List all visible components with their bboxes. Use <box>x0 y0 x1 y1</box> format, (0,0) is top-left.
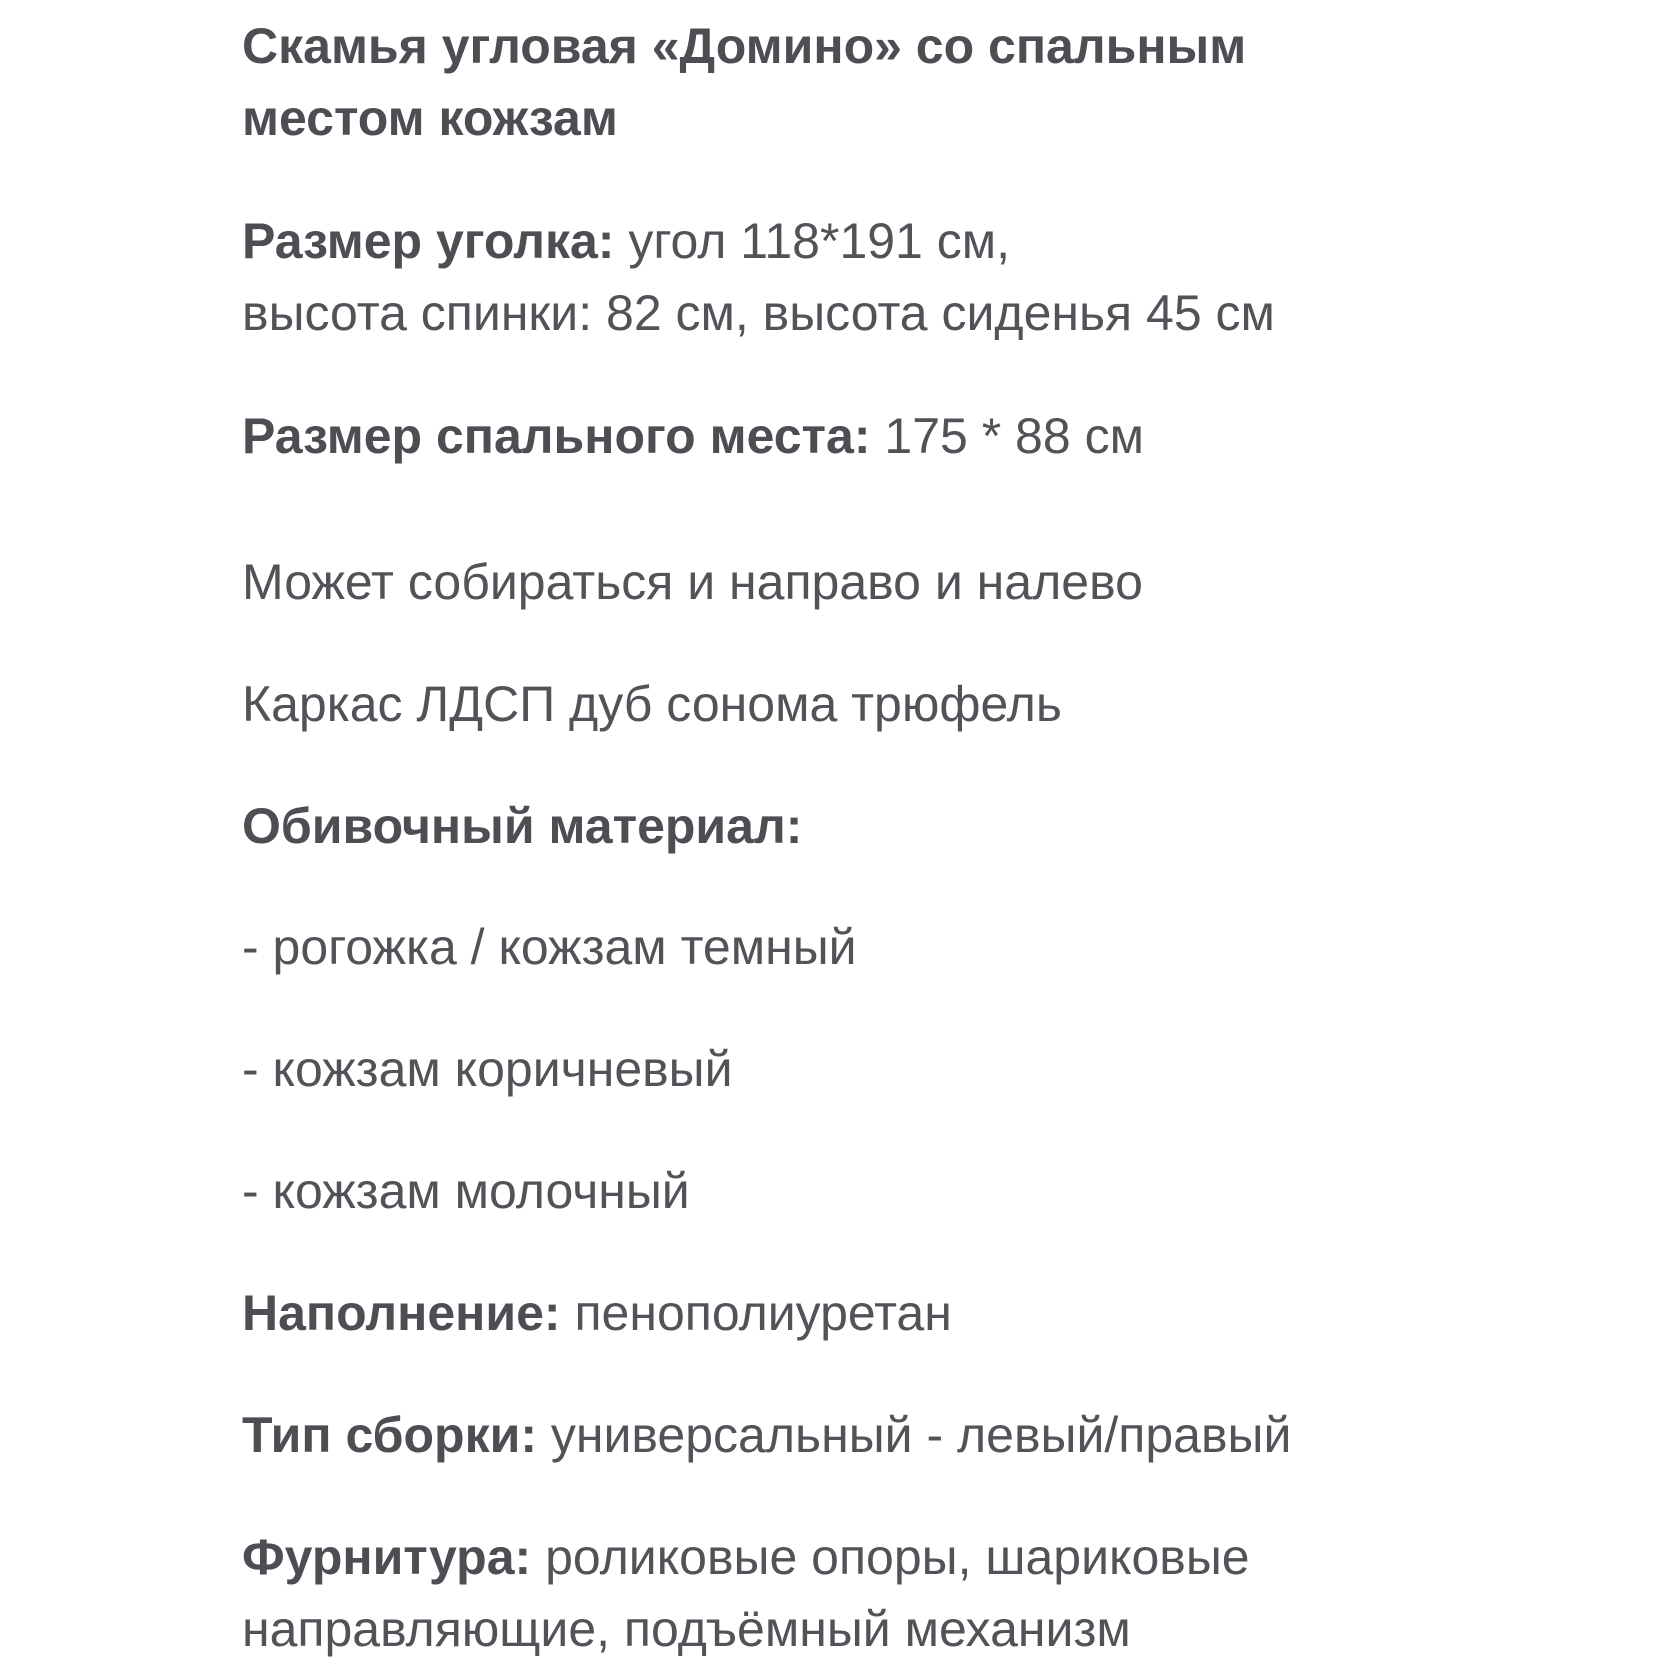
product-title <box>242 10 1572 154</box>
filling-spec <box>242 1277 1572 1349</box>
sleeping-size-spec <box>242 400 1572 472</box>
corner-size-value: угол 118*191 см, <box>614 213 1011 269</box>
assembly-type-value: универсальный - левый/правый <box>537 1407 1292 1463</box>
sleeping-size-value: 175 * 88 см <box>870 408 1144 464</box>
upholstery-option: - рогожка / кожзам темный <box>242 919 857 975</box>
assembly-type-spec <box>242 1399 1572 1471</box>
filling-value: пенополиуретан <box>560 1285 952 1341</box>
corner-size-label: Размер уголка: <box>242 213 615 269</box>
upholstery-label: Обивочный материал: <box>242 798 803 854</box>
sleeping-size-label: Размер спального места: <box>242 408 871 464</box>
hardware-label: Фурнитура: <box>242 1529 532 1585</box>
upholstery-option: - кожзам коричневый <box>242 1041 733 1097</box>
assembly-direction-note: Может собираться и направо и налево <box>242 554 1143 610</box>
product-title-line-1: Скамья угловая «Домино» со спальным <box>242 18 1247 74</box>
hardware-spec <box>242 1521 1572 1665</box>
product-title-line-2: местом кожзам <box>242 90 618 146</box>
corner-size-heights: высота спинки: 82 см, высота сиденья 45 см <box>242 285 1275 341</box>
corner-size-spec <box>242 205 1572 349</box>
filling-label: Наполнение: <box>242 1285 561 1341</box>
assembly-type-label: Тип сборки: <box>242 1407 537 1463</box>
hardware-value: роликовые опоры, шариковые <box>531 1529 1250 1585</box>
hardware-value-line-2: направляющие, подъёмный механизм <box>242 1601 1131 1657</box>
upholstery-option: - кожзам молочный <box>242 1163 690 1219</box>
frame-material: Каркас ЛДСП дуб сонома трюфель <box>242 676 1062 732</box>
